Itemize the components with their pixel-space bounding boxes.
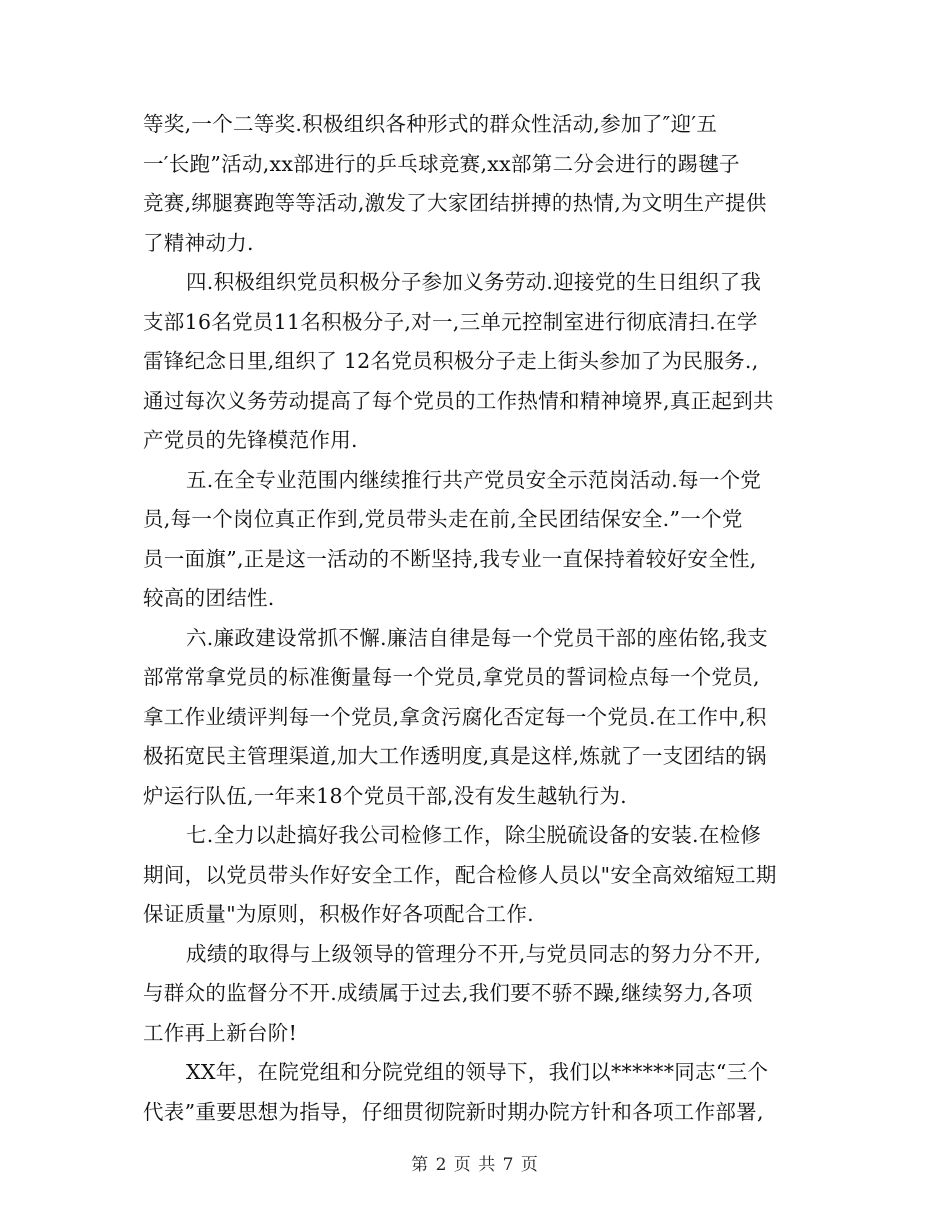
text-line: 极拓宽民主管理渠道,加大工作透明度,真是这样,炼就了一支团结的锅: [143, 744, 767, 768]
text-line: 炉运行队伍,一年来18个党员干部,没有发生越轨行为.: [143, 783, 627, 808]
text-line: 员一面旗”,正是这一活动的不断坚持,我专业一直保持着较好安全性,: [143, 546, 757, 571]
text-line: 了精神动力.: [143, 230, 254, 255]
paragraph: [143, 1053, 807, 1132]
paragraph: [143, 816, 807, 935]
text-line: 期间，以党员带头作好安全工作，配合检修人员以"安全高效缩短工期: [143, 862, 777, 887]
text-line: 竞赛,绑腿赛跑等等活动,激发了大家团结拼搏的热情,为文明生产提供: [143, 191, 767, 215]
text-line: 拿工作业绩评判每一个党员,拿贪污腐化否定每一个党员.在工作中,积: [143, 704, 767, 729]
paragraph: [143, 263, 807, 461]
paragraph: [143, 105, 807, 263]
paragraph: [143, 461, 807, 619]
text-line: 代表”重要思想为指导，仔细贯彻院新时期办院方针和各项工作部署,: [143, 1099, 764, 1124]
text-line: 支部16名党员11名积极分子,对一,三单元控制室进行彻底清扫.在学: [143, 309, 758, 334]
document-body: [143, 105, 807, 1132]
text-line: 与群众的监督分不开.成绩属于过去,我们要不骄不躁,继续努力,各项: [143, 981, 753, 1005]
text-line: XX年，在院党组和分院党组的领导下，我们以******同志“三个: [186, 1060, 769, 1084]
paragraph: [143, 619, 807, 817]
text-line: 雷锋纪念日里,组织了 12名党员积极分子走上街头参加了为民服务.,: [143, 349, 759, 373]
text-line: 工作再上新台阶!: [143, 1020, 298, 1045]
text-line: 五.在全专业范围内继续推行共产党员安全示范岗活动.每一个党: [186, 467, 762, 492]
text-line: 较高的团结性.: [143, 586, 275, 610]
page-footer: 第 2 页 共 7 页: [411, 1155, 539, 1175]
text-line: 七.全力以赴搞好我公司检修工作，除尘脱硫设备的安装.在检修: [186, 823, 762, 847]
text-line: 员,每一个岗位真正作到,党员带头走在前,全民团结保安全.”一个党: [143, 507, 743, 531]
text-line: 成绩的取得与上级领导的管理分不开,与党员同志的努力分不开,: [186, 941, 762, 966]
text-line: 四.积极组织党员积极分子参加义务劳动.迎接党的生日组织了我: [186, 270, 762, 294]
text-line: 产党员的先锋模范作用.: [143, 428, 358, 452]
text-line: 通过每次义务劳动提高了每个党员的工作热情和精神境界,真正起到共: [143, 388, 774, 413]
paragraph: [143, 935, 807, 1054]
text-line: 部常常拿党员的标准衡量每一个党员,拿党员的誓词检点每一个党员,: [143, 665, 760, 689]
text-line: 等奖,一个二等奖.积极组织各种形式的群众性活动,参加了″迎′五: [143, 112, 718, 136]
text-line: 一′长跑”活动,xx部进行的乒乓球竞赛,xx部第二分会进行的踢毽子: [143, 151, 740, 176]
text-line: 保证质量"为原则，积极作好各项配合工作.: [143, 902, 534, 926]
text-line: 六.廉政建设常抓不懈.廉洁自律是每一个党员干部的座佑铭,我支: [186, 625, 769, 650]
